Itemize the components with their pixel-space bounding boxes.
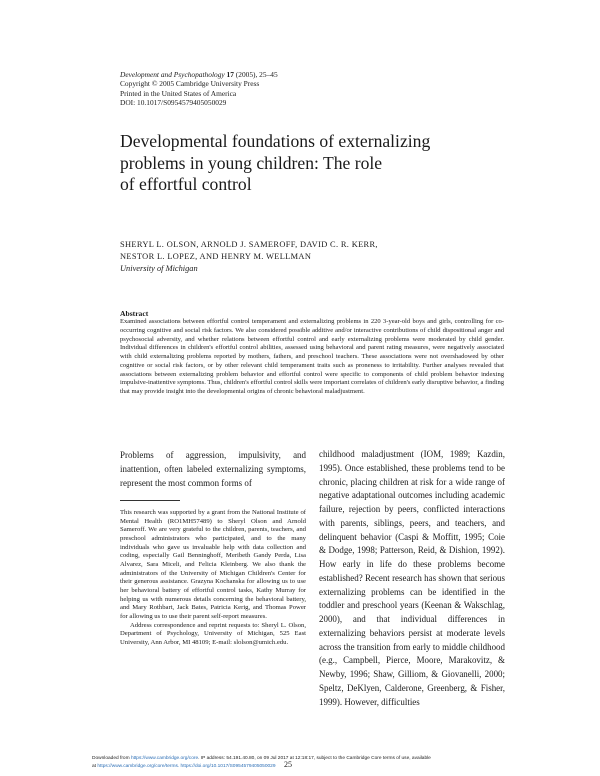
footnote-block	[120, 509, 306, 648]
article-title	[120, 131, 460, 196]
download-at: at	[92, 763, 97, 769]
body-left-column: Problems of aggression, impulsivity, and inattention, often labeled externalizing symptoms, represent the most common forms of	[120, 450, 306, 488]
journal-volume: 17	[226, 70, 234, 79]
title-line-3: of effortful control	[120, 174, 252, 195]
author-affiliation: University of Michigan	[120, 264, 198, 273]
authors-line-1: SHERYL L. OLSON, ARNOLD J. SAMEROFF, DAVID C. R. KERR,	[120, 240, 378, 249]
footnote-acknowledgments: This research was supported by a grant from the National Institute of Mental Health (RO1MH57489) to Sheryl Olson and Arnold Sameroff. We are very grateful to the children, parents, teachers, and preschool administrators who participated, and to the many individuals who gave us invaluable help with data collection and coding, especially Gail Benninghoff, Meribeth Gandy Perda, Lisa Alvarez, Sara Miceli, and Felicia Kleinberg. We also thank the administrators of the University of Michigan Children's Center for their generous assistance. Grazyna Kochanska for allowing us to use her behavioral battery of effortful control tasks, Kathy Murray for helping us with numerous details concerning the behavioral battery, and Mary Rothbart, Jack Bates, Patricia Kerig, and Thomas Power for allowing us to use their parent self-report measures.	[120, 509, 306, 620]
doi-line: DOI: 10.1017/S0954579405050029	[120, 98, 227, 108]
authors-line-2: NESTOR L. LOPEZ, AND HENRY M. WELLMAN	[120, 251, 312, 261]
journal-citation	[120, 70, 460, 79]
abstract-heading: Abstract	[120, 309, 149, 318]
page-number: 25	[284, 760, 292, 769]
journal-name: Development and Psychopathology	[120, 70, 225, 79]
footnote-divider	[120, 500, 180, 501]
abstract-text: Examined associations between effortful control temperament and externalizing problems in 220 3-year-old boys and girls, controlling for co-occurring cognitive and social risk factors. We also considered possible additive and/or interactive contributions of child dispositional anger and psychosocial adversity, and whether relations between effortful control and early externalizing problems were moderated by child gender. Individual differences in children's effortful control abilities, assessed using behavioral and parent rating measures, were negatively associated with child externalizing problems reported by mothers, fathers, and preschool teachers. These associations were not overshadowed by other cognitive or social risk factors, or by other relevant child temperament traits such as proneness to irritability. Further analyses revealed that associations between externalizing problem behavior and effortful control were specific to components of child problem behavior indexing impulsive-inattentive symptoms. Thus, children's effortful control skills were important correlates of children's early disruptive behavior, a finding that may provide insight into the developmental origins of chronic behavioral maladjustment.	[120, 318, 504, 395]
body-right-column: childhood maladjustment (IOM, 1989; Kazdin, 1995). Once established, these problems tend to be chronic, placing children at risk for a wide range of negative adaptational outcomes including academic failure, rejection by peers, conflicted interactions with parents, siblings, peers, and teachers, and delinquent behavior (Caspi & Moffitt, 1995; Coie & Dodge, 1998; Patterson, Reid, & Dishion, 1992). How early in life do these problems become established? Recent research has shown that serious externalizing problems can be identified in the toddler and preschool years (Keenan & Wakschlag, 2000), and that individual differences in externalizing behaviors persist at moderate levels across the transition from early to middle childhood (e.g., Campbell, Pierce, Moore, Marakovitz, & Newby, 1996; Shaw, Gilliom, & Giovanelli, 2000; Speltz, DeKlyen, Calderone, Greenberg, & Fisher, 1999). However, difficulties	[319, 449, 505, 707]
journal-header	[120, 70, 460, 108]
copyright-line: Copyright © 2005 Cambridge University Press	[120, 79, 260, 89]
journal-year-pages: (2005), 25–45	[235, 70, 278, 79]
download-prefix: Downloaded from	[92, 756, 130, 761]
doi-link[interactable]: . https://doi.org/10.1017/S0954579405050029	[177, 763, 276, 769]
download-footer	[92, 755, 512, 770]
title-line-2: problems in young children: The role	[120, 152, 383, 173]
terms-link[interactable]: https://www.cambridge.org/core/terms	[97, 763, 178, 769]
download-ip-text: . IP address: 54.191.40.80, on 09 Jul 2017 at 12:18:17, subject to the Cambridge Core terms of use, available	[198, 756, 431, 761]
cambridge-core-link[interactable]: https://www.cambridge.org/core	[130, 756, 199, 761]
printed-line: Printed in the United States of America	[120, 88, 237, 98]
footnote-correspondence: Address correspondence and reprint requests to: Sheryl L. Olson, Department of Psychology, University of Michigan, 525 East University, Ann Arbor, MI 48109; E-mail: slolson@umich.edu.	[120, 621, 306, 646]
title-line-1: Developmental foundations of externalizing	[120, 131, 431, 151]
author-list	[120, 239, 500, 262]
